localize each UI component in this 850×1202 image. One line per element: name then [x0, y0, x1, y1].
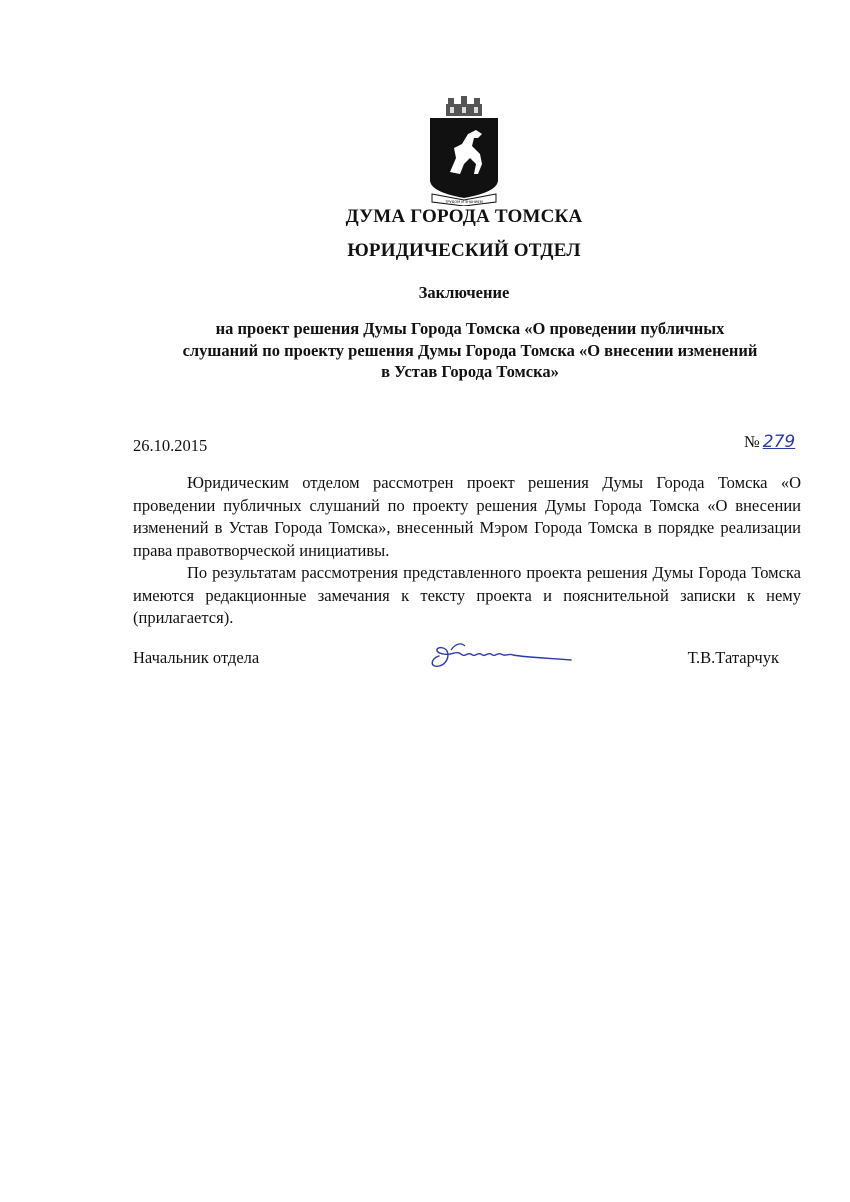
number-label: №: [744, 432, 760, 451]
signature-block: [133, 646, 801, 686]
document-type: Заключение: [418, 283, 510, 302]
body-paragraph: Юридическим отделом рассмотрен проект решения Думы Города Томска «О проведении публичных слушаний по проекту решения Думы Города Томска «О внесении изменений в Устав Города Томска», внесенный Мэром Города Томска в порядке реализации права правотворческой инициативы.: [133, 473, 801, 560]
department-name: ЮРИДИЧЕСКИЙ ОТДЕЛ: [347, 240, 581, 261]
document-body: [133, 472, 801, 630]
handwritten-signature-icon: [421, 636, 581, 676]
body-paragraph: По результатам рассмотрения представленного проекта решения Думы Города Томска имеются редакционные замечания к тексту проекта и пояснительной записки к нему (прилагается).: [133, 563, 801, 627]
number-value: 279: [762, 432, 796, 452]
document-subject: [120, 318, 820, 383]
signatory-name: Т.В.Татарчук: [687, 648, 779, 667]
subject-line: в Устав Города Томска»: [381, 362, 559, 381]
tomsk-coat-of-arms-icon: [424, 94, 504, 206]
signatory-position: Начальник отдела: [133, 648, 260, 667]
subject-line: слушаний по проекту решения Думы Города Томска «О внесении изменений: [182, 340, 758, 360]
crest-motto: ТРУДОМ И ЗНАНИЕМ: [445, 200, 483, 204]
document-date: 26.10.2015: [133, 436, 208, 455]
document-number: [744, 432, 795, 452]
organization-name: ДУМА ГОРОДА ТОМСКА: [345, 206, 583, 227]
subject-line: на проект решения Думы Города Томска «О проведении публичных: [215, 319, 725, 338]
